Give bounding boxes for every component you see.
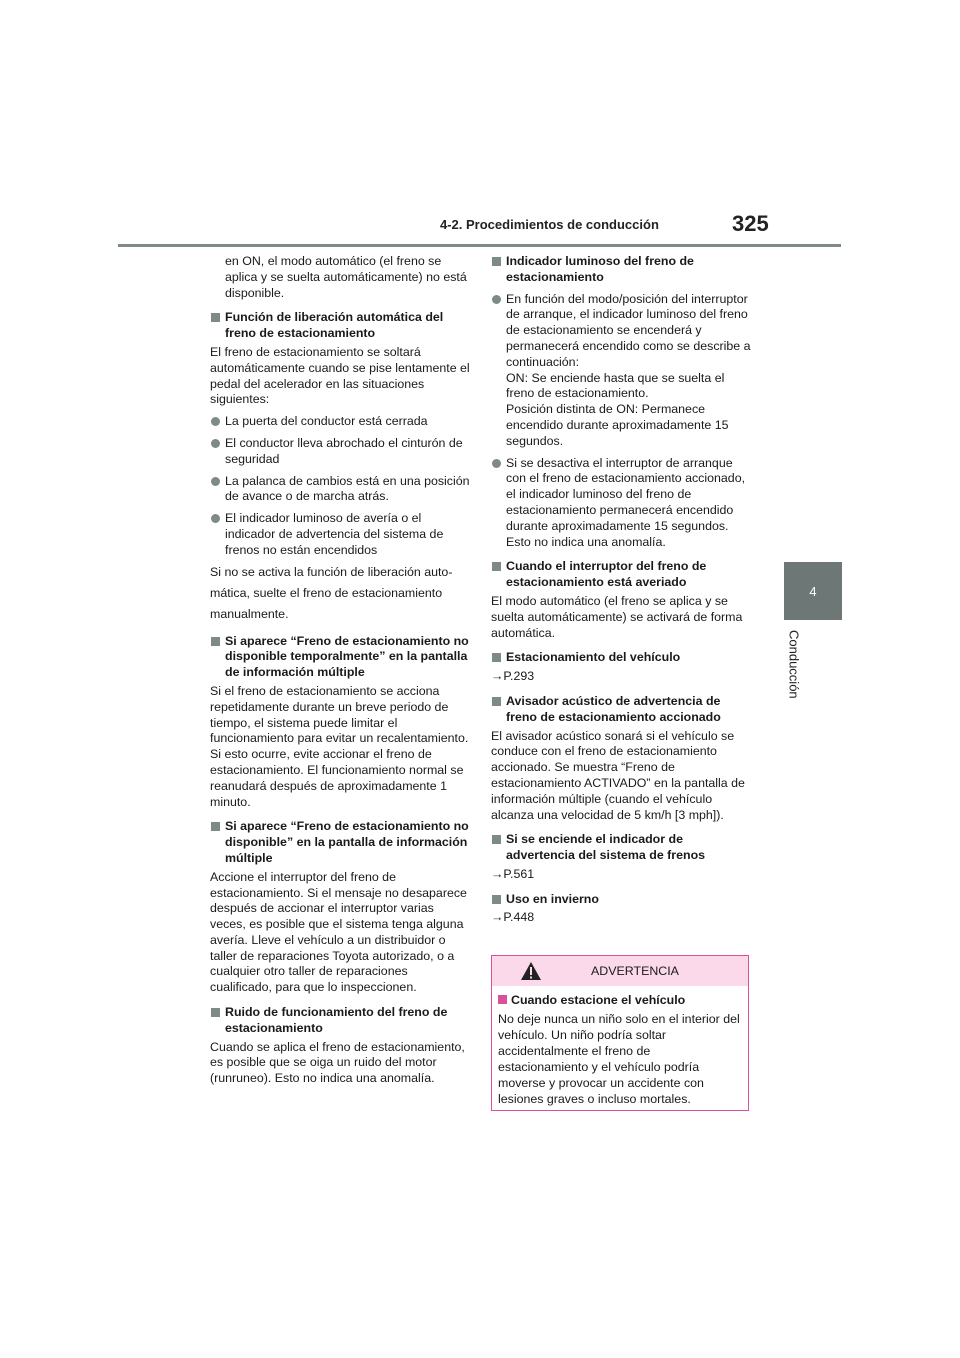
bullet-seatbelt: El conductor lleva abrochado el cinturón de seguridad: [210, 436, 470, 468]
warning-triangle-icon: [520, 961, 542, 981]
heading-parking: Estacionamiento del vehículo: [491, 650, 753, 666]
heading-brake-warning: Si se enciende el indicador de advertencia del sistema de frenos: [491, 832, 753, 864]
header-divider: [118, 244, 841, 247]
paragraph-operation-noise: Cuando se aplica el freno de estacionamiento, es posible que se oiga un ruido del motor (runruneo). Esto no indica una anomalía.: [210, 1039, 465, 1086]
warning-title: ADVERTENCIA: [591, 964, 679, 978]
left-column: [210, 254, 470, 1090]
paragraph-temporarily-unavailable: Si el freno de estacionamiento se acciona repetidamente durante un breve periodo de tiempo, el sistema puede limitar el funcionamiento para evitar un recalentamiento. Si esto ocurre, evite accionar el freno de estacionamiento. El funcionamiento normal se reanudará después de aproximadamente 1 minuto.: [210, 683, 469, 809]
warning-body: [492, 986, 748, 1107]
bullet-switch-off: Si se desactiva el interruptor de arranque con el freno de estacionamiento accionado, el indicador luminoso del freno de estacionamiento permanecerá encendido durante aproximadamente 15 segundos. Esto no indica una anomalía.: [491, 456, 753, 551]
bullet-indicators-off: El indicador luminoso de avería o el indicador de advertencia del sistema de frenos no están encendidos: [210, 511, 470, 558]
bullet-indicator-line-3: Posición distinta de ON: Permanece encendido durante aproximadamente 15 segundos.: [506, 402, 729, 448]
bullet-shift-lever: La palanca de cambios está en una posición de avance o de marcha atrás.: [210, 474, 470, 506]
chapter-label: Conducción: [786, 630, 802, 699]
paragraph-manual-release-3: manualmente.: [210, 606, 289, 621]
bullet-door-closed: La puerta del conductor está cerrada: [210, 414, 470, 430]
warning-text: No deje nunca un niño solo en el interior del vehículo. Un niño podría soltar accidentalmente el freno de estacionamiento y el vehículo podría moverse y provocar un accidente con lesiones graves o incluso mortales.: [498, 1012, 740, 1106]
heading-winter: Uso en invierno: [491, 892, 753, 908]
bullet-indicator-behavior: [491, 292, 753, 450]
heading-operation-noise: Ruido de funcionamiento del freno de estacionamiento: [210, 1005, 470, 1037]
intro-paragraph: en ON, el modo automático (el freno se aplica y se suelta automáticamente) no está disponible.: [225, 254, 467, 300]
heading-auto-release: Función de liberación automática del freno de estacionamiento: [210, 310, 470, 342]
chapter-tab: [784, 562, 842, 620]
paragraph-unavailable: Accione el interruptor del freno de estacionamiento. Si el mensaje no desaparece después de accionar el interruptor varias veces, es posible que el sistema tenga alguna avería. Lleve el vehículo a un distribuidor o taller de reparaciones Toyota autorizado, o a cualquier otro taller de reparaciones cualificado, para que lo inspeccionen.: [210, 869, 467, 995]
warning-header: [492, 956, 748, 986]
heading-switch-fault: Cuando el interruptor del freno de estacionamiento está averiado: [491, 559, 753, 591]
paragraph-switch-fault: El modo automático (el freno se aplica y se suelta automáticamente) se activará de forma automática.: [491, 593, 743, 640]
heading-temporarily-unavailable: Si aparece “Freno de estacionamiento no disponible temporalmente” en la pantalla de información múltiple: [210, 634, 470, 681]
reference-winter[interactable]: →P.448: [491, 910, 535, 925]
bullet-indicator-line-1: En función del modo/posición del interruptor de arranque, el indicador luminoso del freno de estacionamiento se encenderá y permanecerá encendido como se describe a continuación:: [506, 291, 751, 369]
warning-subtitle: Cuando estacione el vehículo: [498, 992, 742, 1008]
chapter-number: 4: [809, 583, 817, 599]
paragraph-manual-release-2: mática, suelte el freno de estacionamiento: [210, 585, 443, 600]
page-number: 325: [732, 211, 769, 236]
paragraph-buzzer: El avisador acústico sonará si el vehículo se conduce con el freno de estacionamiento accionado. Se muestra “Freno de estacionamiento ACTIVADO” en la pantalla de información múltiple (cuando el vehículo alcanza una velocidad de 5 km/h [3 mph]).: [491, 728, 745, 822]
paragraph-manual-release-1: Si no se activa la función de liberación auto-: [210, 564, 453, 579]
warning-box: [491, 955, 749, 1111]
paragraph-auto-release: El freno de estacionamiento se soltará automáticamente cuando se pise lentamente el pedal del acelerador en las situaciones siguientes:: [210, 344, 470, 407]
bullet-indicator-line-2: ON: Se enciende hasta que se suelta el freno de estacionamiento.: [506, 370, 725, 401]
heading-buzzer: Avisador acústico de advertencia de freno de estacionamiento accionado: [491, 694, 753, 726]
reference-brake-warning[interactable]: →P.561: [491, 866, 535, 881]
section-title: 4-2. Procedimientos de conducción: [440, 217, 659, 232]
heading-unavailable: Si aparece “Freno de estacionamiento no disponible” en la pantalla de información múltiple: [210, 819, 470, 866]
right-column: [491, 254, 753, 929]
reference-parking[interactable]: →P.293: [491, 669, 535, 684]
heading-indicator-light: Indicador luminoso del freno de estacionamiento: [491, 254, 753, 286]
